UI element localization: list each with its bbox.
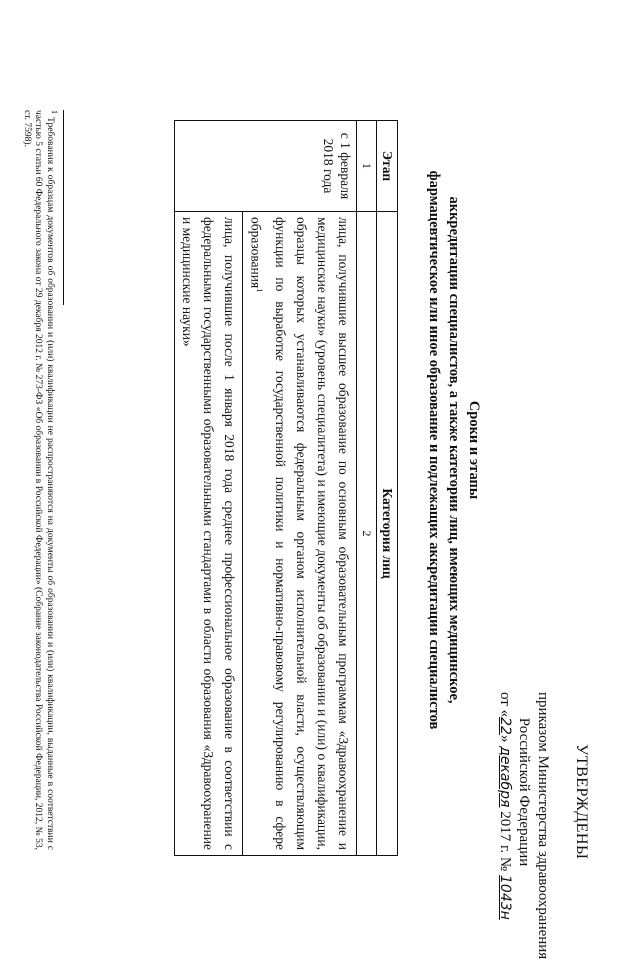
category-cell [175, 212, 243, 856]
date-year: 2017 г. № [497, 807, 513, 875]
stages-table [175, 120, 399, 856]
date-day: 22 [497, 717, 513, 735]
footnote-ref: 1 [255, 288, 264, 293]
title-line-3: фармацевтическое или иное образование и подлежащих аккредитации специалистов [426, 170, 442, 730]
approval-heading: УТВЕРЖДЕНЫ [573, 744, 590, 860]
order-reference [495, 692, 552, 959]
table-number-row [357, 121, 377, 856]
order-line-1: приказом Министерства здравоохранения [535, 692, 551, 959]
table-row [243, 121, 357, 856]
footnote [20, 110, 60, 850]
title-line-1: Сроки и этапы [466, 400, 482, 500]
order-number: 1043н [497, 875, 513, 920]
column-number-1: 1 [357, 121, 377, 212]
category-text: лица, получившие высшее образование по основным образовательным программам «Здравоохранение и медицинские науки» (уровень специалитета) и имеющие документы об образовании и (или) о квалификации, образцы которых устанавливаются федеральным органом исполнительной власти, осуществляющим функции по выработке государственной политики и нормативно-правовому регулированию в сфере образования [248, 217, 351, 850]
footnote-text: Требования к образцам документов об образовании и (или) квалификации не распространяются на документы об образовании и (или) квалификации, выданные в соответствии с частью 5 статьи 60 Федерального закона от 29 декабря 2012 г. № 273-ФЗ «Об образовании в Российской Федерации» (Собрание законодательства Российской Федерации, 2012, № 53, ст. 7598). [21, 110, 55, 851]
order-line-2: Российской Федерации [516, 717, 532, 867]
stage-cell: с 1 февраля 2018 года [175, 121, 357, 212]
title-line-2: аккредитации специалистов, а также категории лиц, имеющих медицинское, [446, 196, 462, 704]
header-stage: Этап [377, 121, 398, 212]
category-text: лица, получившие после 1 января 2018 года среднее профессиональное образование в соответствии с федеральными государственными образовательными стандартами в области образования «Здравоохранение и медицинские науки» [180, 217, 238, 850]
header-category: Категория лиц [377, 212, 398, 856]
date-mid: » [497, 734, 513, 747]
date-month: декабря [497, 746, 513, 808]
table-header-row [377, 121, 398, 856]
date-prefix: от « [497, 692, 513, 718]
column-number-2: 2 [357, 212, 377, 856]
category-cell [243, 212, 357, 856]
order-date [495, 692, 514, 920]
footnote-mark: 1 [50, 110, 59, 114]
table-row [175, 121, 243, 856]
document-title [424, 130, 484, 770]
footnote-separator [63, 110, 64, 305]
